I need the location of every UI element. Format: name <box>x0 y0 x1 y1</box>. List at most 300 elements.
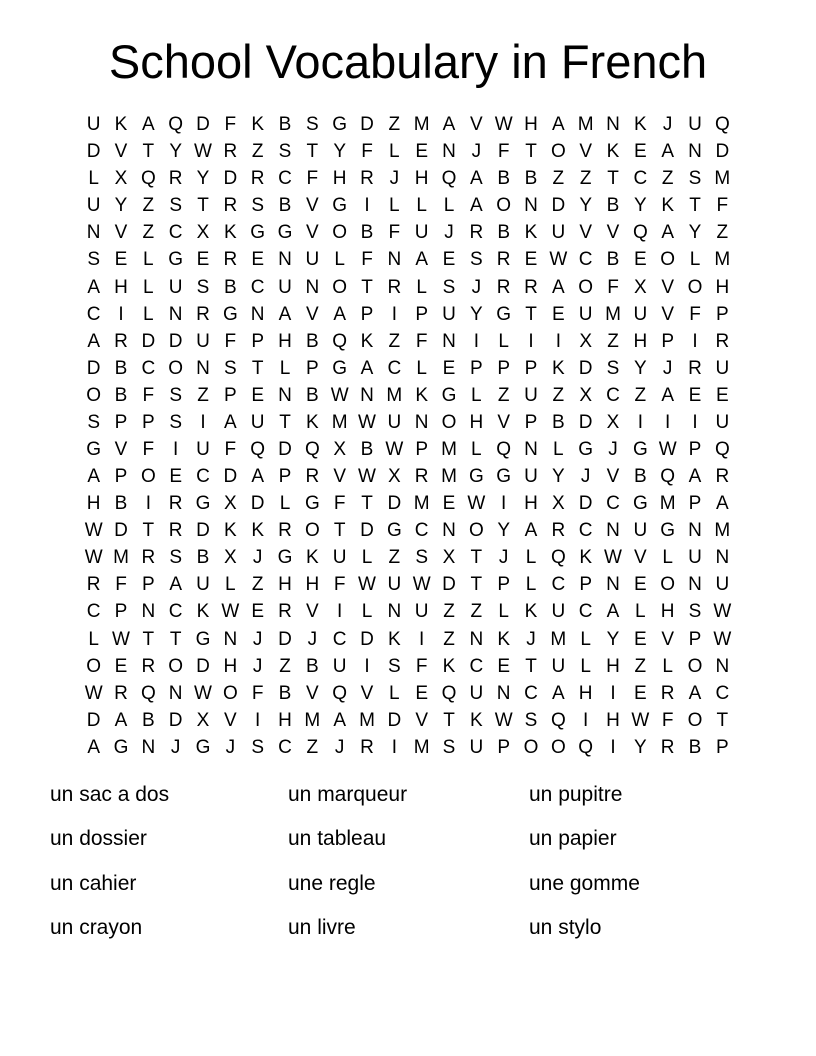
grid-letter: N <box>442 520 456 542</box>
grid-letter: G <box>386 520 402 542</box>
grid-letter: B <box>278 682 292 704</box>
grid-letter: V <box>497 411 510 433</box>
grid-letter: S <box>278 141 292 163</box>
grid-letter: K <box>524 601 538 623</box>
word-list-item: un crayon <box>50 915 143 939</box>
grid-letter: F <box>689 303 701 325</box>
grid-letter: H <box>606 655 620 677</box>
grid-letter: Z <box>579 168 592 190</box>
grid-letter: W <box>713 628 732 650</box>
grid-letter: Q <box>140 682 156 704</box>
grid-letter: S <box>251 736 264 758</box>
grid-letter: Q <box>168 114 184 136</box>
grid-letter: W <box>549 249 568 271</box>
grid-letter: X <box>114 168 128 190</box>
grid-letter: K <box>305 547 319 569</box>
grid-letter: Z <box>607 330 619 352</box>
grid-letter: R <box>86 574 101 596</box>
grid-letter: I <box>391 736 397 758</box>
grid-letter: Y <box>579 195 592 217</box>
grid-letter: H <box>606 709 620 731</box>
grid-letter: M <box>304 709 321 731</box>
grid-letter: W <box>84 547 103 569</box>
grid-letter: D <box>387 709 402 731</box>
grid-letter: R <box>141 655 156 677</box>
grid-letter: Q <box>332 682 348 704</box>
grid-letter: E <box>633 574 647 596</box>
grid-letter: M <box>550 628 567 650</box>
grid-letter: O <box>332 276 348 298</box>
grid-letter: Y <box>606 628 620 650</box>
grid-letter: F <box>361 141 373 163</box>
grid-letter: D <box>86 141 101 163</box>
grid-letter: Q <box>250 438 266 460</box>
grid-letter: V <box>661 303 674 325</box>
grid-letter: F <box>388 222 401 244</box>
grid-letter: V <box>661 276 674 298</box>
grid-letter: J <box>225 736 236 758</box>
grid-letter: S <box>606 357 620 379</box>
grid-letter: L <box>361 601 373 623</box>
grid-letter: C <box>414 520 429 542</box>
grid-letter: U <box>688 114 702 136</box>
grid-letter: Z <box>552 384 565 406</box>
grid-letter: Y <box>633 195 647 217</box>
grid-letter: P <box>524 411 538 433</box>
grid-letter: F <box>224 114 237 136</box>
grid-letter: J <box>170 736 181 758</box>
word-list-item: un cahier <box>50 871 137 895</box>
word-list-item: un marqueur <box>288 783 408 806</box>
grid-letter: G <box>168 249 184 271</box>
grid-letter: E <box>442 493 456 515</box>
grid-letter: I <box>610 682 616 704</box>
grid-letter: A <box>415 249 428 271</box>
grid-letter: S <box>169 547 182 569</box>
grid-letter: X <box>387 466 401 488</box>
grid-letter: A <box>169 574 182 596</box>
grid-letter: M <box>331 411 348 433</box>
grid-letter: X <box>442 547 456 569</box>
grid-letter: D <box>114 520 128 542</box>
grid-letter: S <box>442 276 456 298</box>
grid-letter: T <box>142 628 155 650</box>
grid-letter: L <box>389 141 400 163</box>
grid-letter: H <box>469 411 484 433</box>
grid-letter: C <box>387 357 402 379</box>
grid-letter: Z <box>142 195 155 217</box>
grid-letter: U <box>387 574 402 596</box>
grid-letter: Z <box>388 330 401 352</box>
grid-letter: J <box>662 357 673 379</box>
word-list-item: un tableau <box>288 827 387 851</box>
word-list-item: un stylo <box>529 915 602 939</box>
grid-letter: O <box>687 276 703 298</box>
grid-letter: H <box>278 330 292 352</box>
grid-letter: C <box>168 222 183 244</box>
grid-letter: U <box>196 330 210 352</box>
grid-letter: Z <box>661 168 674 190</box>
grid-letter: Y <box>196 168 210 190</box>
grid-letter: Z <box>716 222 729 244</box>
grid-letter: L <box>389 195 400 217</box>
grid-letter: G <box>468 466 484 488</box>
grid-letter: T <box>716 709 729 731</box>
grid-letter: N <box>606 574 620 596</box>
grid-letter: R <box>168 168 183 190</box>
grid-letter: B <box>278 195 292 217</box>
grid-letter: V <box>305 222 319 244</box>
grid-letter: R <box>360 168 374 190</box>
grid-letter: K <box>196 601 210 623</box>
grid-letter: Q <box>332 330 348 352</box>
grid-letter: N <box>141 736 156 758</box>
grid-letter: E <box>415 682 428 704</box>
grid-letter: J <box>307 628 318 650</box>
grid-letter: Q <box>550 709 566 731</box>
grid-letter: R <box>196 303 210 325</box>
grid-letter: A <box>360 357 374 379</box>
grid-letter: V <box>305 682 319 704</box>
grid-letter: A <box>469 195 483 217</box>
grid-letter: I <box>364 195 370 217</box>
grid-letter: H <box>578 682 593 704</box>
grid-letter: A <box>661 222 674 244</box>
grid-letter: M <box>413 114 430 136</box>
grid-letter: A <box>469 168 483 190</box>
grid-letter: I <box>200 411 206 433</box>
grid-letter: M <box>577 114 594 136</box>
grid-letter: N <box>469 628 484 650</box>
grid-letter: L <box>635 601 646 623</box>
grid-letter: M <box>714 520 731 542</box>
grid-letter: E <box>415 141 428 163</box>
grid-letter: U <box>469 736 484 758</box>
word-list-item: un livre <box>288 915 356 939</box>
grid-letter: S <box>87 411 100 433</box>
word-list-item: un pupitre <box>529 783 623 806</box>
grid-letter: L <box>279 357 291 379</box>
grid-letter: B <box>196 547 210 569</box>
grid-letter: E <box>251 601 264 623</box>
grid-letter: W <box>358 574 376 596</box>
grid-letter: R <box>551 520 566 542</box>
grid-letter: C <box>469 655 484 677</box>
grid-letter: R <box>469 222 484 244</box>
grid-letter: P <box>715 736 729 758</box>
grid-letter: W <box>194 682 212 704</box>
grid-letter: V <box>469 114 483 136</box>
grid-letter: B <box>497 222 510 244</box>
word-list <box>0 773 816 973</box>
grid-letter: O <box>550 141 566 163</box>
grid-letter: U <box>305 249 320 271</box>
grid-letter: W <box>358 411 376 433</box>
grid-letter: P <box>524 357 538 379</box>
grid-letter: I <box>118 303 124 325</box>
grid-letter: P <box>661 330 674 352</box>
grid-letter: Z <box>306 736 319 758</box>
grid-letter: M <box>413 736 430 758</box>
grid-letter: K <box>579 547 592 569</box>
word-list-item: un dossier <box>50 827 147 851</box>
grid-letter: N <box>524 438 538 460</box>
grid-letter: W <box>658 438 677 460</box>
grid-letter: N <box>606 520 620 542</box>
grid-letter: S <box>469 249 483 271</box>
grid-letter: G <box>195 736 211 758</box>
grid-letter: X <box>606 411 620 433</box>
grid-letter: D <box>141 330 156 352</box>
grid-letter: W <box>713 601 732 623</box>
grid-letter: G <box>277 547 293 569</box>
grid-letter: G <box>250 222 266 244</box>
grid-letter: U <box>332 547 347 569</box>
grid-letter: J <box>252 628 263 650</box>
grid-letter: F <box>415 330 428 352</box>
grid-letter: O <box>222 682 238 704</box>
grid-letter: M <box>441 438 457 460</box>
grid-letter: D <box>250 493 265 515</box>
grid-letter: Y <box>114 195 128 217</box>
grid-letter: V <box>114 141 128 163</box>
grid-letter: R <box>278 520 292 542</box>
grid-letter: W <box>385 438 404 460</box>
grid-letter: R <box>524 276 538 298</box>
grid-letter: N <box>442 330 456 352</box>
grid-letter: E <box>633 682 647 704</box>
grid-letter: A <box>141 114 155 136</box>
grid-letter: G <box>632 438 648 460</box>
grid-letter: G <box>332 195 348 217</box>
grid-letter: H <box>86 493 101 515</box>
grid-letter: R <box>114 682 128 704</box>
grid-letter: A <box>551 114 565 136</box>
grid-letter: K <box>497 628 510 650</box>
grid-letter: N <box>387 601 402 623</box>
grid-letter: K <box>606 141 620 163</box>
grid-letter: F <box>415 655 428 677</box>
grid-letter: D <box>196 655 210 677</box>
grid-letter: U <box>414 222 429 244</box>
grid-letter: T <box>443 709 455 731</box>
grid-letter: I <box>610 736 616 758</box>
grid-letter: J <box>444 222 454 244</box>
grid-letter: J <box>526 628 536 650</box>
grid-letter: D <box>442 574 456 596</box>
grid-letter: H <box>414 168 429 190</box>
grid-letter: D <box>387 493 402 515</box>
grid-letter: U <box>332 655 347 677</box>
grid-letter: H <box>524 493 538 515</box>
grid-letter: T <box>470 547 483 569</box>
grid-letter: Z <box>251 574 264 596</box>
grid-letter: E <box>551 303 565 325</box>
grid-letter: Z <box>443 628 455 650</box>
grid-letter: I <box>391 303 397 325</box>
grid-letter: U <box>715 574 730 596</box>
grid-letter: E <box>251 249 264 271</box>
grid-letter: L <box>471 438 482 460</box>
grid-letter: N <box>360 384 374 406</box>
grid-letter: E <box>633 628 647 650</box>
grid-letter: F <box>661 709 674 731</box>
grid-letter: U <box>524 466 538 488</box>
grid-letter: M <box>441 466 457 488</box>
grid-letter: A <box>333 709 346 731</box>
grid-letter: G <box>304 493 320 515</box>
grid-letter: L <box>689 249 701 271</box>
grid-letter: J <box>662 114 673 136</box>
grid-letter: H <box>633 330 648 352</box>
grid-letter: R <box>223 195 238 217</box>
grid-letter: W <box>194 141 212 163</box>
grid-letter: P <box>469 357 483 379</box>
grid-letter: C <box>551 574 566 596</box>
grid-letter: L <box>443 195 455 217</box>
grid-letter: P <box>715 303 729 325</box>
grid-letter: T <box>689 195 701 217</box>
word-list-column <box>529 773 640 950</box>
grid-letter: N <box>414 411 429 433</box>
grid-letter: K <box>633 114 647 136</box>
grid-letter: D <box>168 709 183 731</box>
grid-letter: J <box>498 547 509 569</box>
grid-letter: L <box>389 682 400 704</box>
grid-letter: C <box>86 303 101 325</box>
grid-letter: P <box>251 330 264 352</box>
grid-letter: O <box>140 466 156 488</box>
grid-letter: Q <box>441 682 457 704</box>
grid-letter: F <box>251 682 264 704</box>
grid-letter: U <box>196 438 210 460</box>
grid-letter: O <box>496 195 512 217</box>
grid-letter: A <box>551 276 565 298</box>
grid-letter: C <box>278 168 292 190</box>
grid-letter: H <box>305 574 320 596</box>
grid-letter: C <box>578 601 593 623</box>
grid-letter: C <box>715 682 730 704</box>
grid-letter: M <box>714 168 731 190</box>
grid-letter: E <box>114 655 128 677</box>
grid-letter: J <box>608 438 618 460</box>
grid-letter: B <box>497 168 510 190</box>
grid-letter: U <box>278 276 292 298</box>
grid-letter: X <box>196 222 210 244</box>
grid-letter: E <box>633 141 647 163</box>
grid-letter: V <box>333 466 346 488</box>
grid-letter: S <box>196 276 210 298</box>
grid-letter: L <box>416 195 427 217</box>
grid-letter: D <box>578 357 593 379</box>
grid-letter: R <box>387 276 402 298</box>
grid-letter: D <box>223 168 238 190</box>
grid-letter: P <box>688 628 702 650</box>
grid-letter: R <box>250 168 265 190</box>
grid-letter: V <box>606 222 620 244</box>
grid-letter: T <box>279 411 291 433</box>
grid-letter: Z <box>142 222 155 244</box>
grid-letter: G <box>496 466 512 488</box>
grid-letter: E <box>633 249 647 271</box>
grid-letter: G <box>277 222 293 244</box>
grid-letter: A <box>688 466 702 488</box>
grid-letter: X <box>223 547 237 569</box>
grid-letter: L <box>662 655 673 677</box>
grid-letter: O <box>468 520 484 542</box>
grid-letter: A <box>87 736 100 758</box>
grid-letter: V <box>415 709 428 731</box>
grid-letter: B <box>633 466 647 488</box>
grid-letter: N <box>278 384 292 406</box>
grid-letter: B <box>551 411 565 433</box>
grid-letter: E <box>251 384 264 406</box>
grid-letter: F <box>224 438 237 460</box>
page-title: School Vocabulary in French <box>108 35 708 88</box>
grid-letter: K <box>251 114 264 136</box>
grid-letter: D <box>578 411 593 433</box>
grid-letter: Z <box>634 384 647 406</box>
grid-letter: K <box>524 222 538 244</box>
grid-letter: V <box>305 601 319 623</box>
grid-letter: G <box>195 493 211 515</box>
grid-letter: K <box>114 114 128 136</box>
grid-letter: V <box>114 438 128 460</box>
grid-letter: O <box>441 411 457 433</box>
grid-letter: A <box>87 330 100 352</box>
grid-letter: B <box>524 168 538 190</box>
grid-letter: S <box>688 168 702 190</box>
grid-letter: O <box>86 384 102 406</box>
grid-letter: J <box>471 141 482 163</box>
grid-letter: M <box>605 303 621 325</box>
grid-letter: G <box>332 114 348 136</box>
grid-letter: R <box>223 249 238 271</box>
grid-letter: O <box>687 709 703 731</box>
grid-letter: N <box>715 655 730 677</box>
grid-letter: L <box>143 249 154 271</box>
grid-letter: P <box>579 574 592 596</box>
grid-letter: H <box>223 655 238 677</box>
grid-letter: B <box>360 222 374 244</box>
grid-letter: I <box>583 709 589 731</box>
grid-letter: H <box>278 574 292 596</box>
grid-letter: E <box>524 249 538 271</box>
grid-letter: G <box>113 736 129 758</box>
grid-letter: F <box>333 493 346 515</box>
grid-letter: U <box>168 276 183 298</box>
grid-letter: A <box>442 114 456 136</box>
grid-letter: N <box>305 276 320 298</box>
grid-letter: W <box>358 466 376 488</box>
grid-letter: Y <box>169 141 182 163</box>
grid-letter: M <box>113 547 129 569</box>
grid-letter: K <box>360 330 374 352</box>
grid-letter: U <box>551 601 566 623</box>
grid-letter: D <box>196 114 210 136</box>
grid-letter: Z <box>552 168 565 190</box>
grid-letter: O <box>304 520 320 542</box>
grid-letter: X <box>633 276 647 298</box>
grid-letter: Q <box>632 222 648 244</box>
grid-letter: W <box>631 709 650 731</box>
grid-letter: R <box>360 736 374 758</box>
grid-letter: E <box>688 384 702 406</box>
grid-letter: R <box>114 330 128 352</box>
grid-letter: G <box>496 303 512 325</box>
grid-letter: C <box>606 493 620 515</box>
grid-letter: U <box>524 384 538 406</box>
